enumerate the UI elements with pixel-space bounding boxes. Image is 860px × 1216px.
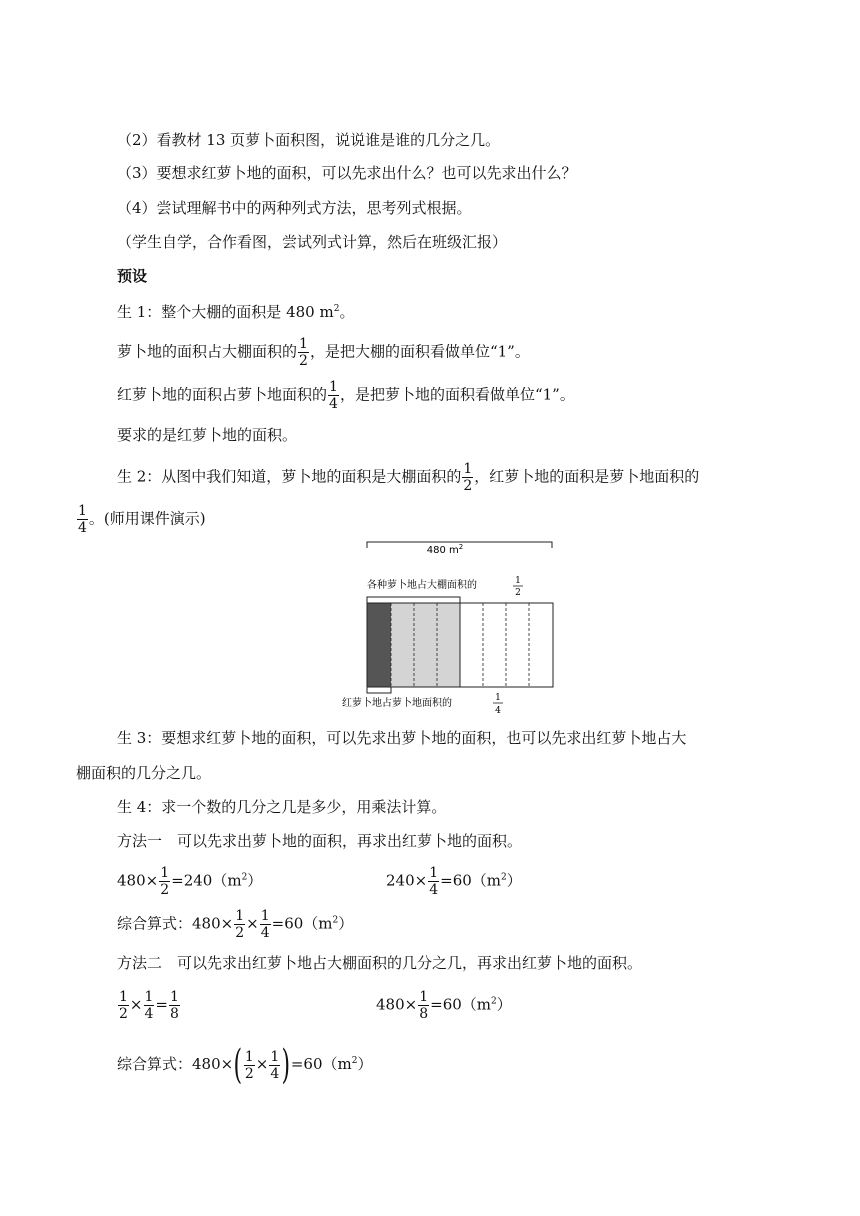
preset-heading: 预设 — [117, 267, 148, 285]
half-label-num: 1 — [515, 576, 521, 586]
quarter-label-den: 4 — [495, 706, 501, 716]
student-3-line-1: 生 3：要想求红萝卜地的面积，可以先求出萝卜地的面积，也可以先求出红萝卜地占大 — [117, 729, 687, 747]
right-paren: ) — [281, 1042, 291, 1088]
total-area-label: 480 $m^2$ — [426, 543, 464, 556]
student-1-line-1: 生 1：整个大棚的面积是 480 $m^2$。 — [117, 303, 355, 321]
carrot-area-diagram — [340, 536, 560, 716]
fraction-one-quarter: $\frac{1}{4}$ — [329, 379, 338, 412]
quarter-label-num: 1 — [495, 693, 501, 703]
student-2-line-2: $\frac{1}{4}$ 。(师用课件演示) — [78, 503, 206, 536]
question-4: （4）尝试理解书中的两种列式方法，思考列式根据。 — [117, 199, 472, 217]
method-2-equation-1: $\frac{1}{2}$ × $\frac{1}{4}$ = $\frac{1}{8}$ — [119, 989, 179, 1022]
activity-note: （学生自学，合作看图，尝试列式计算，然后在班级汇报） — [117, 233, 508, 251]
student-1-line-3: 红萝卜地的面积占萝卜地面积的 $\frac{1}{4}$ ，是把萝卜地的面积看做单位“1”。 — [117, 379, 575, 412]
carrot-region — [391, 603, 460, 687]
method-2-equation-2: 480× $\frac{1}{8}$ $=60(m^2)$ — [376, 989, 512, 1022]
method-1-heading: 方法一 可以先求出萝卜地的面积，再求出红萝卜地的面积。 — [117, 832, 523, 850]
fraction-one-half: $\frac{1}{2}$ — [299, 336, 308, 369]
method-1-equation-1: 480× $\frac{1}{2}$ $=240(m^2)$ — [117, 865, 263, 898]
question-2: （2）看教材 13 页萝卜面积图，说说谁是谁的几分之几。 — [117, 131, 501, 149]
method-1-combined: 综合算式：480× $\frac{1}{2}$ × $\frac{1}{4}$ $=60(m^2)$ — [117, 908, 354, 941]
student-4-line: 生 4：求一个数的几分之几是多少，用乘法计算。 — [117, 798, 447, 816]
question-3: （3）要想求红萝卜地的面积，可以先求出什么？也可以先求出什么？ — [117, 164, 577, 182]
quarter-label: 红萝卜地占萝卜地面积的 — [342, 698, 452, 709]
student-1-line-2: 萝卜地的面积占大棚面积的 $\frac{1}{2}$ ，是把大棚的面积看做单位“1”。 — [117, 336, 530, 369]
half-label-den: 2 — [515, 588, 521, 598]
quarter-brace — [367, 687, 391, 693]
fraction-one-quarter: $\frac{1}{4}$ — [78, 503, 87, 536]
method-2-heading: 方法二 可以先求出红萝卜地占大棚面积的几分之几，再求出红萝卜地的面积。 — [117, 954, 643, 972]
method-1-equation-2: 240× $\frac{1}{4}$ $=60(m^2)$ — [386, 865, 522, 898]
fraction-one-half: $\frac{1}{2}$ — [463, 461, 473, 494]
student-2-line-1: 生 2：从图中我们知道，萝卜地的面积是大棚面积的 $\frac{1}{2}$ ，红萝卜地的面积是萝卜地面积的 — [117, 461, 700, 494]
student-1-line-4: 要求的是红萝卜地的面积。 — [117, 426, 298, 444]
student-3-line-2: 棚面积的几分之几。 — [76, 764, 212, 782]
half-label: 各种萝卜地占大棚面积的 — [367, 580, 477, 591]
red-carrot-region — [367, 603, 391, 687]
method-2-combined: 综合算式：480×( $\frac{1}{2}$ × $\frac{1}{4}$ )$=60(m^2)$ — [117, 1042, 373, 1088]
left-paren: ( — [233, 1042, 243, 1088]
